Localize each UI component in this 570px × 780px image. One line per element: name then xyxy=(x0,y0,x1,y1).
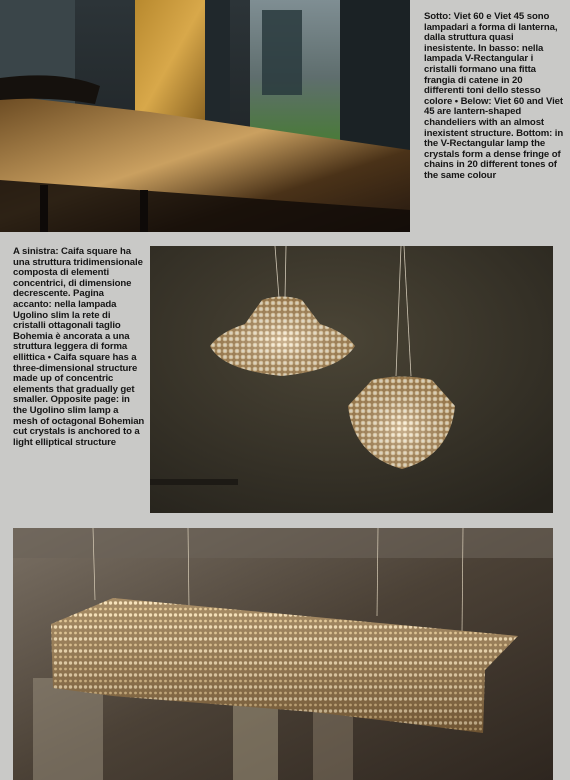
pendant-lamps-photo xyxy=(150,246,553,513)
rectangular-chandelier-photo xyxy=(13,528,553,780)
caption-top: Sotto: Viet 60 e Viet 45 sono lampadari a forma di lanterna, dalla struttura quasi inesistente. In basso: nella lampada V-Rectangular i cristalli formano una fitta frangia di catene in 20 differenti toni dello stesso colore • Below: Viet 60 and Viet 45 are lantern-shaped chandeliers with an almost inexistent structure. Bottom: in the V-Rectangular lamp the crystals form a dense fringe of chains in 20 different tones of the same colour xyxy=(424,11,564,181)
interior-photo xyxy=(0,0,410,232)
caption-left: A sinistra: Caifa square ha una struttura tridimensionale composta di elementi concentrici, di dimensione decrescente. Pagina accanto: nella lampada Ugolino slim la rete di cristalli ottagonali taglio Bohemia è ancorata a una struttura leggera di forma ellittica • Caifa square has a three-dimensional structure made up of concentric elements that gradually get smaller. Opposite page: in the Ugolino slim lamp a mesh of octagonal Bohemian cut crystals is anchored to a light elliptical structure xyxy=(13,246,145,448)
